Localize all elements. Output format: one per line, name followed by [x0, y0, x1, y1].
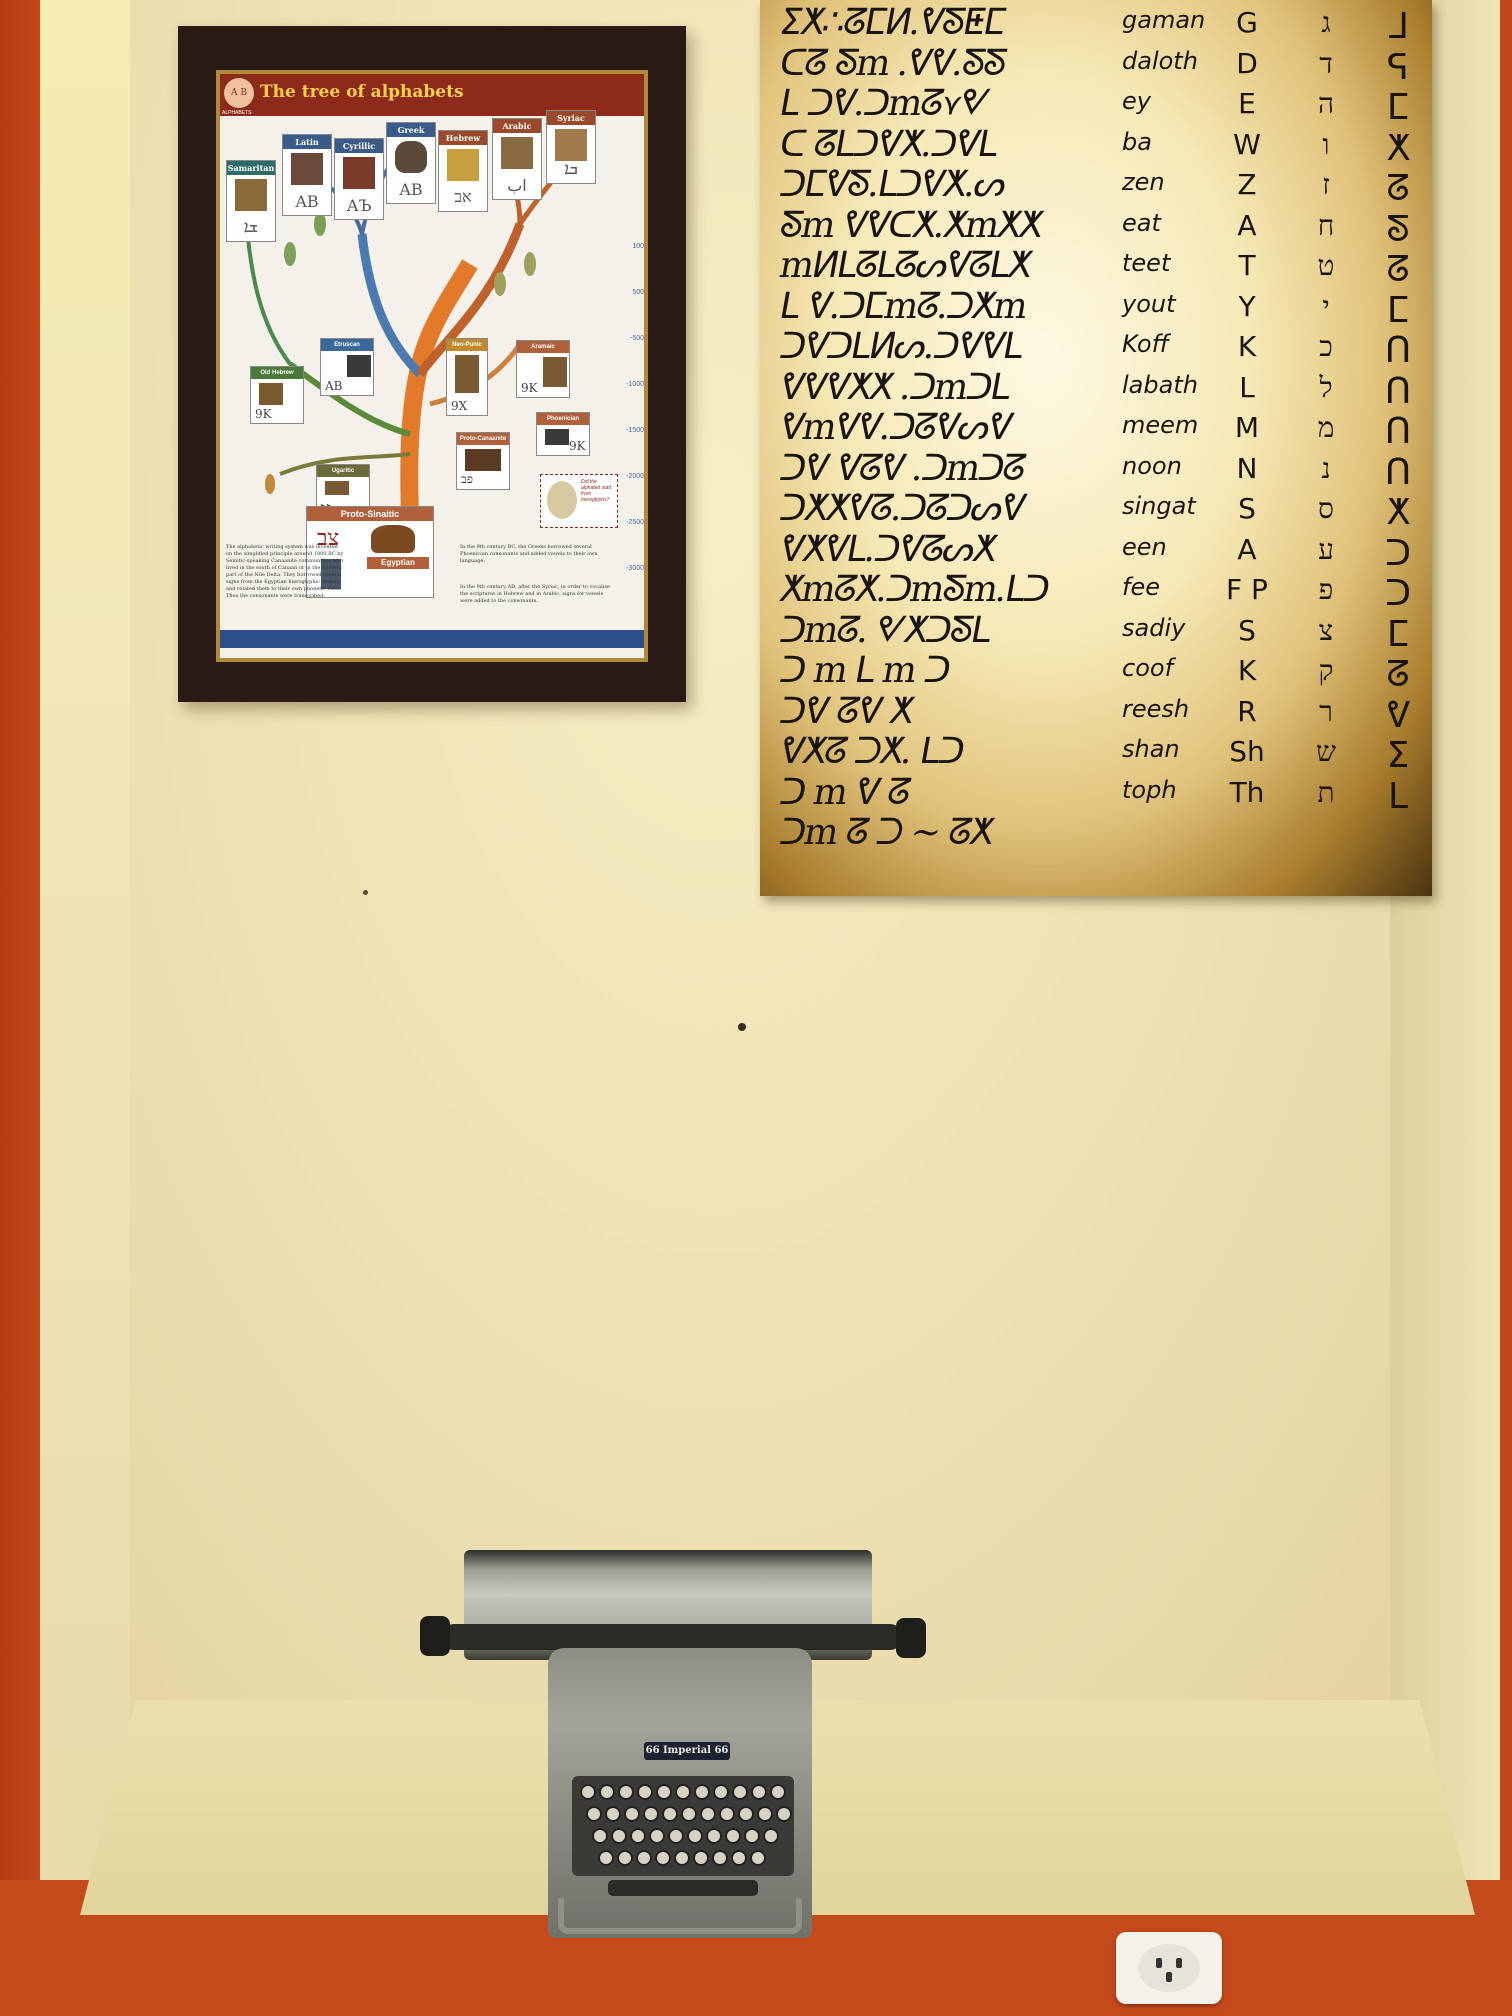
phoenician-text-row: ᑕ ᘔᒪᑐᕓⵅ.ᑐᕓᒪ [776, 123, 1000, 165]
phoenician-text-row: ᑐmᘔ. ᕓⵅᑐᘕᒪ [776, 609, 993, 651]
branch-card-title: Neo-Punic [447, 339, 487, 351]
phoenician-letter: ᒧ [1387, 6, 1409, 47]
script-artifact-image [555, 129, 587, 161]
typewriter-key [580, 1784, 596, 1800]
letter-name: een [1122, 532, 1167, 561]
typewriter-key [636, 1850, 652, 1866]
latin-equivalent: R [1237, 694, 1257, 728]
scale-label: 100 [632, 243, 644, 250]
phoenician-letter: ᑎ [1384, 330, 1412, 371]
script-sample: ܒܐ [564, 159, 578, 178]
outlet-socket [1138, 1944, 1200, 1992]
typewriter-key [617, 1850, 633, 1866]
hebrew-equivalent: ו [1322, 127, 1330, 161]
branch-card-title: Old Hebrew [251, 367, 303, 379]
hebrew-equivalent: פ [1318, 573, 1334, 606]
latin-equivalent: S [1238, 613, 1256, 647]
hebrew-equivalent: ר [1319, 694, 1333, 728]
typewriter-key [668, 1828, 684, 1844]
typewriter-key [656, 1784, 672, 1800]
phoenician-text-row: ᑐ m ᒪ m ᑐ [776, 650, 953, 691]
branch-card-title: Etruscan [321, 339, 373, 351]
latin-equivalent: F P [1226, 573, 1268, 606]
latin-equivalent: G [1236, 6, 1258, 39]
typewriter-key [706, 1828, 722, 1844]
script-card-title: Syriac [547, 111, 595, 125]
script-card-hebrew [438, 130, 488, 212]
script-card-greek [386, 122, 436, 204]
script-artifact-image [447, 149, 479, 181]
scale-label: 500 [632, 289, 644, 296]
typewriter-key [763, 1828, 779, 1844]
typewriter-key [757, 1806, 773, 1822]
egyptian-title: Egyptian [367, 557, 429, 569]
branch-card-title: Aramaic [517, 341, 569, 353]
hebrew-equivalent: ל [1319, 370, 1333, 404]
typewriter-key [637, 1784, 653, 1800]
typewriter-key [744, 1828, 760, 1844]
amphora-image [395, 141, 427, 173]
hieroglyph-question-box [540, 474, 618, 528]
script-card-title: Hebrew [439, 131, 487, 145]
typewriter-key [630, 1828, 646, 1844]
script-sample: אב [454, 187, 472, 206]
branch-card-title: Ugaritic [317, 465, 369, 477]
phoenician-letter: ᑎ [1384, 411, 1412, 452]
platen-knob-left [420, 1616, 450, 1656]
poster-intro-text: The alphabetic writing system was invented on the simplified principle around 1800 BC by Semitic-speaking Canaanite communities who lived in the south of Canaan or in the Eastern part of the Nile Delta. They borrowed several signs from the Egyptian hieroglyphic writing and related them to their own phonetic value. Thus the consonants were transcribed. [226, 544, 344, 599]
branch-card-aramaic [516, 340, 570, 398]
typewriter-spacebar [608, 1880, 758, 1896]
platen-knob-right [896, 1618, 926, 1658]
letter-name: sadiy [1122, 613, 1186, 642]
latin-equivalent: T [1238, 249, 1256, 282]
branch-card-neo-punic [446, 338, 488, 416]
latin-equivalent: Y [1238, 289, 1256, 323]
outlet-pin [1166, 1972, 1172, 1982]
timeline-bar [220, 630, 644, 648]
letter-name: eat [1122, 208, 1161, 237]
phoenician-text-row: ⵉⵅ∴ᘔⵎⵍ.ᕓᘕⵟⵎ [776, 2, 1008, 43]
branch-card-proto-canaanite [456, 432, 510, 490]
letter-name: daloth [1122, 46, 1198, 75]
typewriter-key [662, 1806, 678, 1822]
branch-sample: 9K [569, 439, 586, 453]
phoenician-text-row: ᑐⵎᕓᘕ.ᒪᑐᕓⵅ.ᔕ [776, 164, 1008, 205]
phoenician-text-row: ᑐᕓᑐᒪⵍᔕ.ᑐᕓᕓᒪ [776, 326, 1025, 367]
typewriter-key [776, 1806, 792, 1822]
hebrew-equivalent: ה [1317, 87, 1335, 120]
tree-of-alphabets-poster [216, 70, 648, 662]
wall-nail [363, 890, 368, 895]
letter-name: toph [1122, 775, 1177, 804]
hebrew-equivalent: מ [1317, 411, 1335, 444]
latin-equivalent: Sh [1229, 735, 1265, 768]
typewriter-key [738, 1806, 754, 1822]
typewriter-key [624, 1806, 640, 1822]
typewriter-key [611, 1828, 627, 1844]
phoenician-text-row: ᑐm ᘔ ᑐ ~ ᘔⵅ [776, 812, 996, 853]
letter-name: teet [1122, 249, 1171, 277]
script-card-title: Arabic [493, 119, 541, 133]
phoenician-letter: ⵉ [1386, 735, 1410, 776]
scarab-image [547, 481, 577, 519]
branch-artifact-image [347, 355, 371, 377]
branch-sample: 9K [255, 407, 272, 421]
hebrew-equivalent: ש [1316, 735, 1336, 768]
script-sample: АЪ [346, 196, 372, 215]
typewriter-key [649, 1828, 665, 1844]
typewriter-key [731, 1850, 747, 1866]
typewriter-key [700, 1806, 716, 1822]
phoenician-letter: ⵅ [1386, 127, 1410, 169]
phoenician-text-row: ᒪ ᕓ.ᑐⵎmᘔ.ᑐⵅm [776, 285, 1030, 327]
phoenician-letter: ᘔ [1386, 249, 1410, 290]
branch-card-title: Phoenician [537, 413, 589, 425]
typewriter-key [586, 1806, 602, 1822]
wall-nail [738, 1023, 746, 1031]
script-sample: AB [399, 180, 423, 199]
phoenician-letter: ᘔ [1386, 168, 1410, 209]
typewriter-key [605, 1806, 621, 1822]
phoenician-letter: ᒪ [1387, 775, 1409, 817]
hebrew-equivalent: ג [1321, 6, 1331, 39]
script-card-title: Samaritan [227, 163, 275, 173]
phoenician-text-row: ᑐⵅⵅᕓᘔ.ᑐᘔᑐᔕᕓ [776, 488, 1028, 529]
phoenician-text-row: ᕓⵅᕓᒪ.ᑐᕓᘔᔕⵅ [776, 528, 998, 570]
typewriter-key [655, 1850, 671, 1866]
script-artifact-image [291, 153, 323, 185]
branch-sample: AB [325, 379, 343, 393]
script-card-cyrillic [334, 138, 384, 220]
typewriter-body [548, 1648, 812, 1938]
branch-artifact-image [259, 383, 283, 405]
typewriter-model-badge: 66 Imperial 66 [644, 1742, 730, 1760]
power-outlet [1116, 1932, 1222, 2004]
hebrew-equivalent: כ [1319, 330, 1333, 363]
script-sample: AB [295, 192, 319, 211]
script-card-title: Latin [283, 135, 331, 149]
script-artifact-image [343, 157, 375, 189]
scale-label: -2500 [626, 519, 644, 526]
phoenician-text-row: ᒪ ᑐᕓ.ᑐmᘔ⋎ᕓ [776, 83, 992, 124]
typewriter-key [643, 1806, 659, 1822]
phoenician-text-row: ᑐᕓ ᘔᕓ ⵅ [776, 690, 916, 732]
typewriter-key [592, 1828, 608, 1844]
typewriter-key [732, 1784, 748, 1800]
letter-name: labath [1122, 370, 1198, 399]
script-sample: ܫܐ [243, 217, 259, 236]
outlet-pin [1156, 1958, 1162, 1968]
phoenician-letter: ⵎ [1386, 289, 1410, 331]
typewriter-key [751, 1784, 767, 1800]
letter-name: gaman [1122, 6, 1206, 34]
typewriter-key [598, 1850, 614, 1866]
latin-equivalent: L [1239, 370, 1255, 404]
latin-equivalent: S [1238, 492, 1256, 525]
timeline-scale [614, 224, 644, 592]
script-card-arabic [492, 118, 542, 200]
hebrew-equivalent: ז [1322, 168, 1330, 201]
phoenician-text-row: ᕓᕓᕓⵅⵅ .ᑐmᑐᒪ [776, 366, 1013, 408]
script-card-latin [282, 134, 332, 216]
poster-greek-text: In the 9th century BC, the Greeks borrowed several Phoenician consonants and added vowels to their own language. [460, 544, 598, 564]
scale-label: -500 [629, 335, 644, 342]
typewriter-key [694, 1784, 710, 1800]
branch-card-old-hebrew [250, 366, 304, 424]
branch-card-title: Proto-Canaanite [457, 433, 509, 445]
script-card-title: Cyrillic [335, 139, 383, 153]
latin-equivalent: A [1237, 208, 1257, 242]
typewriter-key [750, 1850, 766, 1866]
latin-equivalent: W [1233, 127, 1261, 161]
hebrew-equivalent: ת [1317, 775, 1335, 809]
phoenician-letter: ᑎ [1384, 451, 1412, 493]
script-card-title: Greek [387, 123, 435, 137]
phoenician-text-row: mⵍᒪᘔᒪᘔᔕᕓᘔᒪⵅ [776, 245, 1034, 286]
branch-artifact-image [545, 429, 569, 445]
poster-title: The tree of alphabets [260, 82, 464, 102]
sphinx-image [371, 525, 415, 553]
branch-sample: פב [461, 472, 474, 486]
typewriter-platen [442, 1624, 902, 1650]
typewriter-key [618, 1784, 634, 1800]
script-artifact-image [501, 137, 533, 169]
phoenician-letter: ⵅ [1386, 492, 1410, 533]
letter-name: meem [1122, 411, 1199, 439]
letter-name: coof [1122, 654, 1174, 682]
typewriter-front-frame [558, 1898, 802, 1934]
latin-equivalent: Z [1237, 168, 1257, 201]
phoenician-text-row: ᕓmᕓᕓ.ᑐᘔᕓᔕᕓ [776, 407, 1015, 448]
typewriter-key [674, 1850, 690, 1866]
letter-name: Koff [1122, 330, 1169, 358]
letter-name: reesh [1122, 694, 1190, 723]
typewriter-key [599, 1784, 615, 1800]
typewriter-key [681, 1806, 697, 1822]
hieroglyph-question-text: Did the alphabet start from hieroglyphs? [581, 479, 612, 503]
outlet-pin [1176, 1958, 1182, 1968]
typewriter-key [693, 1850, 709, 1866]
scale-label: -2000 [626, 473, 644, 480]
scale-label: -1000 [626, 381, 644, 388]
typewriter-key [712, 1850, 728, 1866]
poster-syriac-text: In the 9th century AD, after the Syriac, in order to vocalise the scriptures in Hebrew and in Arabic, signs for vowels were added to the consonants. [460, 584, 610, 604]
hebrew-equivalent: ע [1318, 532, 1334, 566]
latin-equivalent: Th [1229, 775, 1265, 809]
proto-sinaitic-sample: צב [317, 526, 340, 551]
letter-name: ey [1122, 87, 1151, 115]
phoenician-text-row: ᘕm ᕓᕓᑕⵅ.ⵅmⵅⵅ [776, 204, 1045, 246]
phoenician-letter: ᑎ [1384, 370, 1412, 412]
branch-card-etruscan [320, 338, 374, 396]
latin-equivalent: D [1236, 46, 1258, 80]
letter-name: ba [1122, 127, 1152, 156]
proto-sinaitic-title: Proto-Sinaitic [307, 507, 433, 521]
letter-name: fee [1122, 573, 1160, 601]
branch-artifact-image [465, 449, 501, 471]
script-sample: اب [507, 176, 527, 195]
latin-equivalent: K [1237, 330, 1257, 363]
script-card-syriac [546, 110, 596, 184]
hebrew-equivalent: י [1322, 289, 1330, 323]
phoenician-text-row: ᑐ m ᕓ ᘔ [776, 771, 913, 813]
branch-sample: 9K [521, 381, 538, 395]
hebrew-equivalent: ק [1318, 654, 1334, 687]
typewriter-key [687, 1828, 703, 1844]
phoenician-letter: ᘔ [1386, 654, 1410, 695]
latin-equivalent: A [1237, 532, 1257, 566]
phoenician-letter: ⵎ [1386, 87, 1410, 128]
branch-artifact-image [455, 355, 479, 393]
phoenician-letter: ᕋ [1387, 46, 1409, 88]
hebrew-equivalent: ד [1319, 46, 1333, 80]
branch-artifact-image [543, 357, 567, 387]
script-artifact-image [235, 179, 267, 211]
hebrew-equivalent: ח [1317, 208, 1335, 242]
typewriter-keyboard [572, 1776, 794, 1876]
typewriter-key [713, 1784, 729, 1800]
branch-card-phoenician [536, 412, 590, 456]
script-card-samaritan [226, 160, 276, 242]
hebrew-equivalent: צ [1318, 613, 1334, 647]
typewriter-key [719, 1806, 735, 1822]
phoenician-letter: ᘕ [1386, 208, 1410, 250]
imperial-typewriter [420, 1548, 940, 1938]
typewriter-key [770, 1784, 786, 1800]
letter-name: yout [1122, 289, 1176, 318]
phoenician-letter: ᑐ [1384, 573, 1412, 614]
branch-sample: 9X [451, 399, 468, 413]
latin-equivalent: E [1238, 87, 1256, 120]
letter-name: shan [1122, 735, 1180, 763]
poster-logo-label: ALPHABETS [222, 110, 252, 116]
letter-name: noon [1122, 451, 1182, 480]
hebrew-equivalent: ט [1317, 249, 1335, 282]
hebrew-equivalent: נ [1321, 451, 1331, 485]
phoenician-text-row: ᕓⵅᘔ ᑐⵅ. ᒪᑐ [776, 731, 967, 772]
latin-equivalent: M [1234, 411, 1260, 444]
phoenician-letter: ᑐ [1384, 532, 1412, 574]
latin-equivalent: N [1236, 451, 1258, 485]
phoenician-letter: ⵎ [1386, 613, 1410, 655]
scale-label: -1500 [626, 427, 644, 434]
hebrew-equivalent: ס [1318, 492, 1334, 525]
phoenician-text-row: ᑕᘔ ᘕm .ᕓᕓ.ᘕᘕ [776, 42, 1009, 84]
typewriter-key [725, 1828, 741, 1844]
latin-equivalent: K [1237, 654, 1257, 687]
typewriter-key [675, 1784, 691, 1800]
phoenician-text-row: ⵅmᘔⵅ.ᑐmᘕm.ᒪᑐ [776, 569, 1052, 610]
letter-name: zen [1122, 168, 1165, 196]
scale-label: -3000 [626, 565, 644, 572]
phoenician-text-row: ᑐᕓ ᕓᘔᕓ .ᑐmᑐᘔ [776, 447, 1028, 489]
poster-logo: A B [224, 78, 254, 108]
branch-artifact-image [325, 481, 349, 495]
phoenician-letter: ᕓ [1385, 694, 1411, 736]
letter-name: singat [1122, 492, 1196, 520]
